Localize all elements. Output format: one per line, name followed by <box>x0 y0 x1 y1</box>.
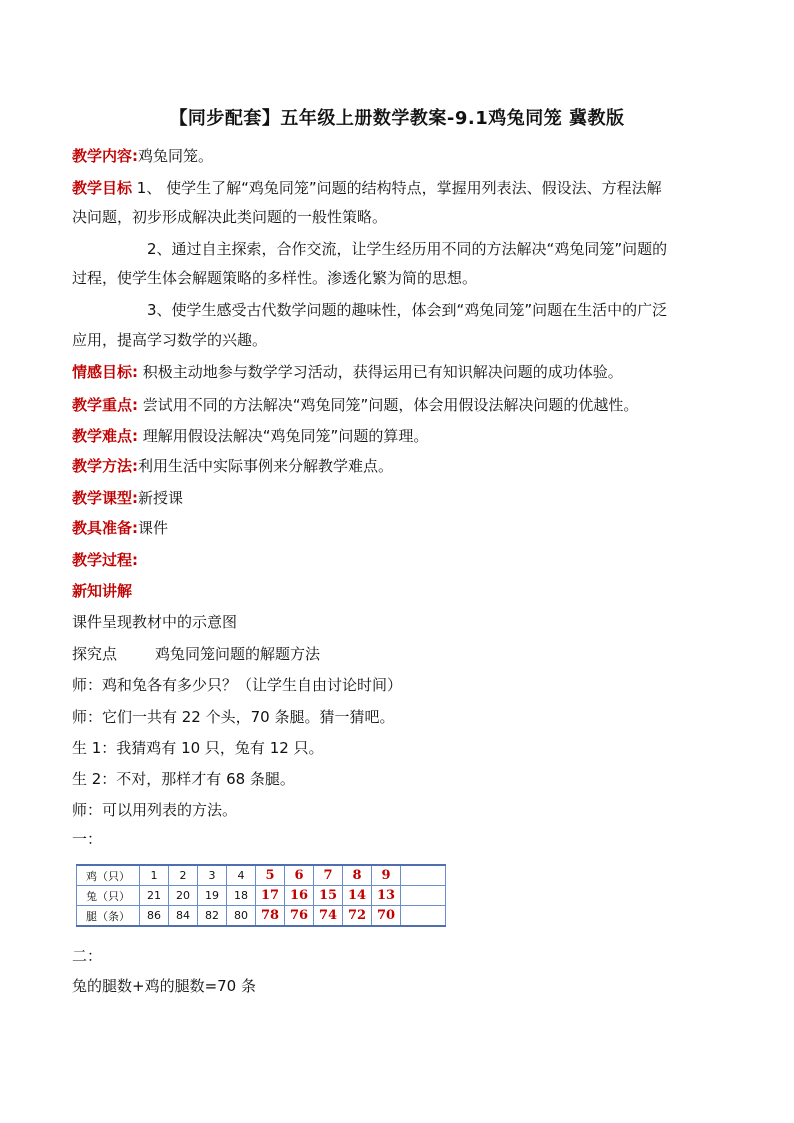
lesson-type-text: 新授课 <box>138 489 184 507</box>
goal-1-text-a: 1、 使学生了解“鸡兔同笼”问题的结构特点，掌握用列表法、假设法、方程法解 <box>136 179 662 197</box>
tools-label: 教具准备: <box>72 519 138 537</box>
line-9: 二： <box>72 947 103 965</box>
key-line <box>72 395 732 415</box>
method-line <box>72 456 732 476</box>
table-cell: 9 <box>372 865 401 886</box>
emotion-text: 积极主动地参与数学学习活动，获得运用已有知识解决问题的成功体验。 <box>142 363 623 381</box>
content-label: 教学内容: <box>72 147 138 165</box>
row-label: 腿（条） <box>77 906 140 927</box>
line-5: 生 1：我猜鸡有 10 只，兔有 12 只。 <box>72 739 324 757</box>
key-label: 教学重点: <box>72 396 138 414</box>
table-cell: 14 <box>343 886 372 906</box>
table-cell: 3 <box>198 865 227 886</box>
table-cell: 6 <box>285 865 314 886</box>
new-section-line <box>72 581 732 601</box>
document-title: 【同步配套】五年级上册数学教案-9.1鸡兔同笼 冀教版 <box>169 108 625 129</box>
row-label: 鸡（只） <box>77 865 140 886</box>
difficulty-line <box>72 426 732 446</box>
table-cell: 20 <box>169 886 198 906</box>
table-cell: 70 <box>372 906 401 927</box>
line-3: 师：鸡和兔各有多少只？（让学生自由讨论时间） <box>72 676 403 694</box>
table-row-chicken <box>77 865 446 886</box>
line-6: 生 2：不对，那样才有 68 条腿。 <box>72 770 295 788</box>
table-cell: 21 <box>140 886 169 906</box>
table-cell: 2 <box>169 865 198 886</box>
table-cell: 18 <box>227 886 256 906</box>
chicken-rabbit-table <box>76 864 446 927</box>
emotion-label: 情感目标: <box>72 363 138 381</box>
content-line <box>72 146 732 166</box>
lesson-type-line <box>72 488 732 508</box>
table-cell: 78 <box>256 906 285 927</box>
line-7: 师：可以用列表的方法。 <box>72 801 238 819</box>
line-4: 师：它们一共有 22 个头，70 条腿。猜一猜吧。 <box>72 708 395 726</box>
emotion-line <box>72 362 732 382</box>
table-cell: 5 <box>256 865 285 886</box>
difficulty-text: 理解用假设法解决“鸡兔同笼”问题的算理。 <box>142 427 429 445</box>
new-section-label: 新知讲解 <box>72 582 133 600</box>
table-cell-empty <box>401 906 446 927</box>
key-text: 尝试用不同的方法解决“鸡兔同笼”问题，体会用假设法解决问题的优越性。 <box>142 396 639 414</box>
table-cell: 16 <box>285 886 314 906</box>
table-cell: 19 <box>198 886 227 906</box>
method-label: 教学方法: <box>72 457 138 475</box>
line-8: 一： <box>72 830 103 848</box>
line-2-b: 鸡兔同笼问题的解题方法 <box>155 645 321 663</box>
table-cell: 80 <box>227 906 256 927</box>
goal-1-line-a <box>72 178 732 198</box>
table-row-legs <box>77 906 446 927</box>
table-cell: 1 <box>140 865 169 886</box>
table-cell: 86 <box>140 906 169 927</box>
table-cell: 74 <box>314 906 343 927</box>
goal-2-text-a: 2、通过自主探索，合作交流，让学生经历用不同的方法解决“鸡兔同笼”问题的 <box>147 240 668 258</box>
goals-label: 教学目标 <box>72 179 133 197</box>
tools-text: 课件 <box>138 519 169 537</box>
table-cell: 13 <box>372 886 401 906</box>
goal-1-text-b: 决问题，初步形成解决此类问题的一般性策略。 <box>72 208 388 226</box>
table-cell: 15 <box>314 886 343 906</box>
table-cell: 7 <box>314 865 343 886</box>
line-1: 课件呈现教材中的示意图 <box>72 613 238 631</box>
content-text: 鸡兔同笼。 <box>138 147 214 165</box>
process-label: 教学过程: <box>72 551 138 569</box>
table-row-rabbit <box>77 886 446 906</box>
table-cell: 82 <box>198 906 227 927</box>
line-2 <box>72 644 732 664</box>
table-cell: 4 <box>227 865 256 886</box>
table-cell-empty <box>401 886 446 906</box>
tools-line <box>72 518 732 538</box>
row-label: 兔（只） <box>77 886 140 906</box>
goal-3-text-a: 3、使学生感受古代数学问题的趣味性，体会到“鸡兔同笼”问题在生活中的广泛 <box>147 301 668 319</box>
process-line <box>72 550 732 570</box>
table-cell: 84 <box>169 906 198 927</box>
goal-2-text-b: 过程，使学生体会解题策略的多样性。渗透化繁为简的思想。 <box>72 269 478 287</box>
line-2-a: 探究点 <box>72 645 118 663</box>
line-10: 兔的腿数+鸡的腿数=70 条 <box>72 977 256 995</box>
table-cell-empty <box>401 865 446 886</box>
method-text: 利用生活中实际事例来分解教学难点。 <box>138 457 394 475</box>
goal-3-text-b: 应用，提高学习数学的兴趣。 <box>72 331 268 349</box>
table-cell: 8 <box>343 865 372 886</box>
difficulty-label: 教学难点: <box>72 427 138 445</box>
table-cell: 17 <box>256 886 285 906</box>
table-cell: 72 <box>343 906 372 927</box>
lesson-type-label: 教学课型: <box>72 489 138 507</box>
table-cell: 76 <box>285 906 314 927</box>
